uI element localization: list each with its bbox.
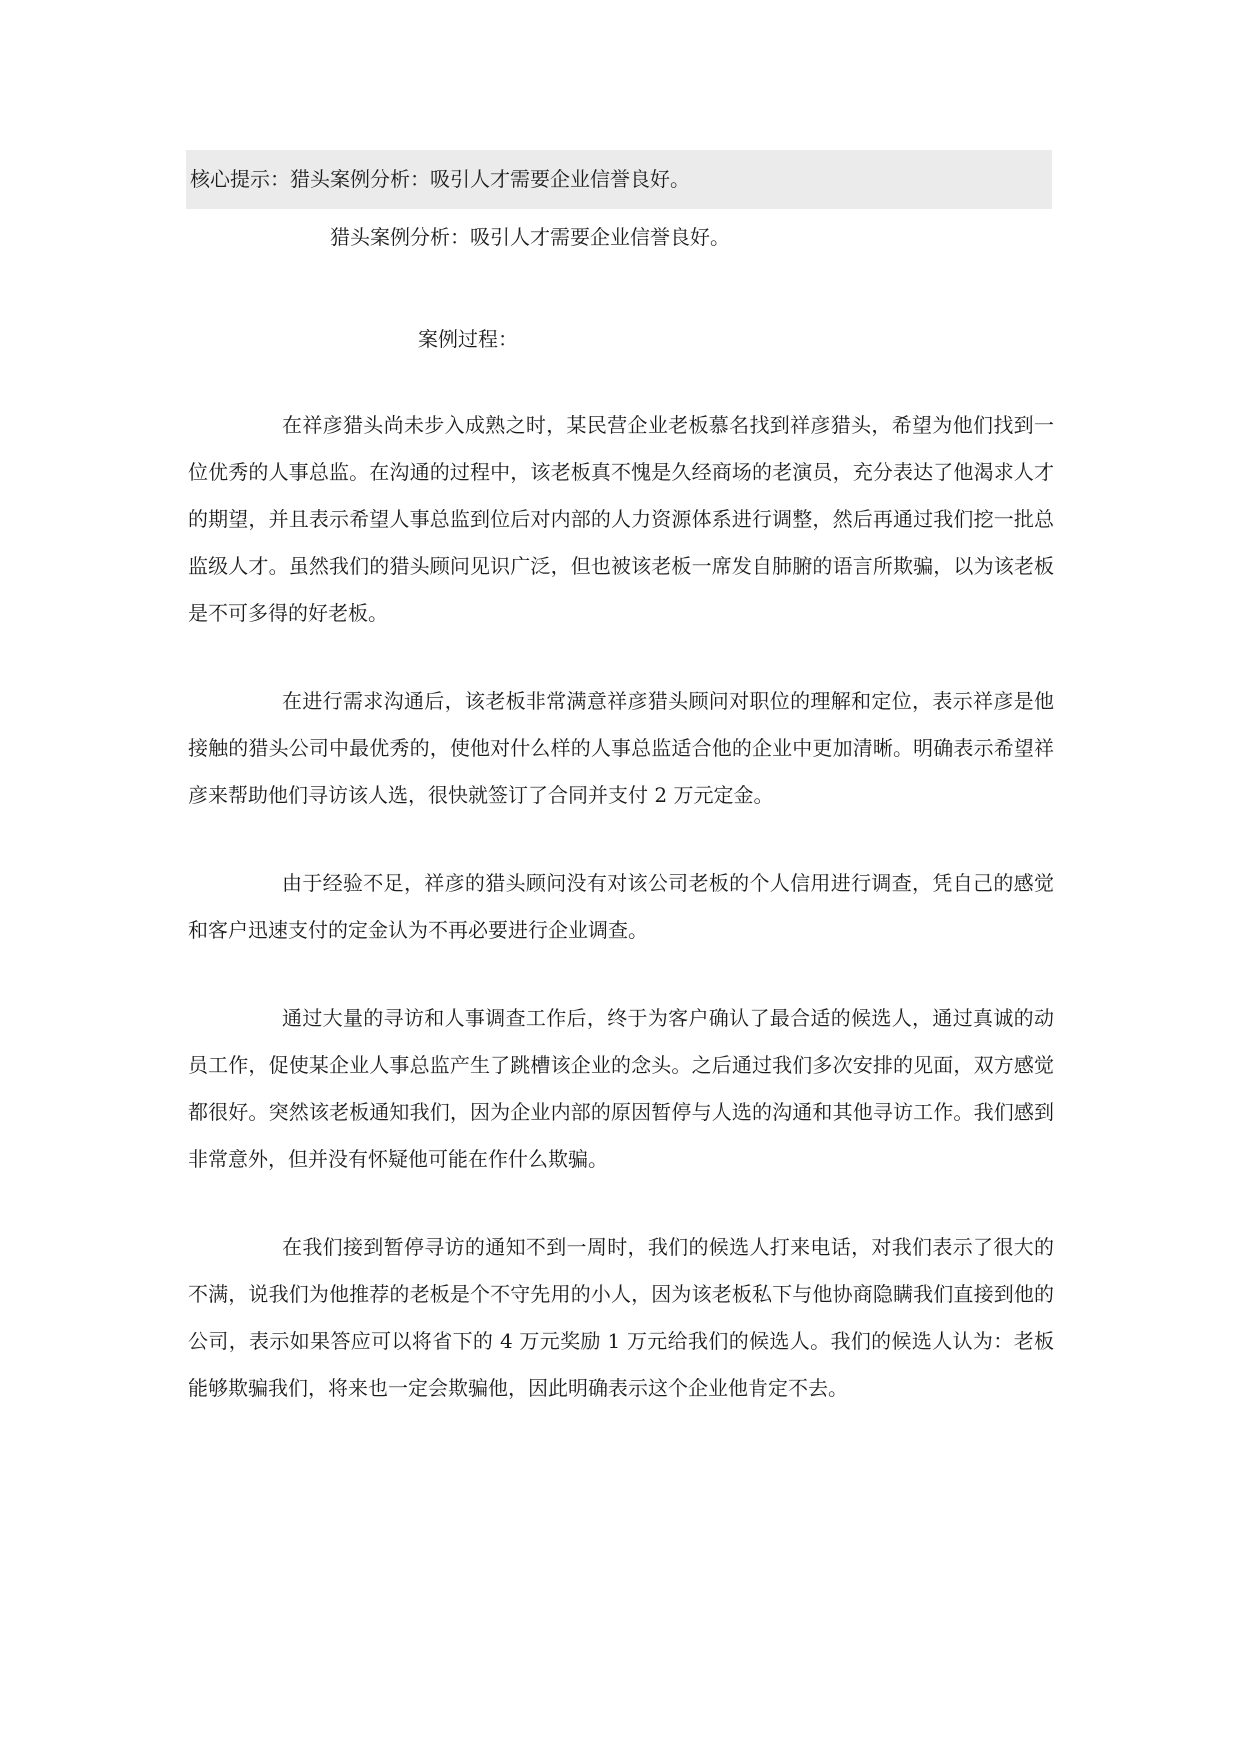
core-hint-text: 核心提示：猎头案例分析：吸引人才需要企业信誉良好。 bbox=[190, 167, 690, 191]
body-paragraph-1: 在祥彦猎头尚未步入成熟之时，某民营企业老板慕名找到祥彦猎头，希望为他们找到一位优秀的人事总监。在沟通的过程中，该老板真不愧是久经商场的老演员，充分表达了他渴求人才的期望，并且表示希望人事总监到位后对内部的人力资源体系进行调整，然后再通过我们挖一批总监级人才。虽然我们的猎头顾问见识广泛，但也被该老板一席发自肺腑的语言所欺骗，以为该老板是不可多得的好老板。 bbox=[188, 413, 1054, 625]
section-heading: 案例过程： bbox=[418, 327, 518, 351]
body-paragraph-4: 通过大量的寻访和人事调查工作后，终于为客户确认了最合适的候选人，通过真诚的动员工作，促使某企业人事总监产生了跳槽该企业的念头。之后通过我们多次安排的见面，双方感觉都很好。突然该老板通知我们，因为企业内部的原因暂停与人选的沟通和其他寻访工作。我们感到非常意外，但并没有怀疑他可能在作什么欺骗。 bbox=[188, 1006, 1054, 1171]
body-paragraph-2: 在进行需求沟通后，该老板非常满意祥彦猎头顾问对职位的理解和定位，表示祥彦是他接触的猎头公司中最优秀的，使他对什么样的人事总监适合他的企业中更加清晰。明确表示希望祥彦来帮助他们寻访该人选，很快就签订了合同并支付 2 万元定金。 bbox=[188, 689, 1054, 807]
document-subtitle: 猎头案例分析：吸引人才需要企业信誉良好。 bbox=[330, 225, 730, 249]
body-paragraph-3: 由于经验不足，祥彦的猎头顾问没有对该公司老板的个人信用进行调查，凭自己的感觉和客户迅速支付的定金认为不再必要进行企业调查。 bbox=[188, 871, 1054, 942]
document-body bbox=[188, 402, 1054, 1412]
body-paragraph-5: 在我们接到暂停寻访的通知不到一周时，我们的候选人打来电话，对我们表示了很大的不满，说我们为他推荐的老板是个不守先用的小人，因为该老板私下与他协商隐瞒我们直接到他的公司，表示如果答应可以将省下的 4 万元奖励 1 万元给我们的候选人。我们的候选人认为：老板能够欺骗我们，将来也一定会欺骗他，因此明确表示这个企业他肯定不去。 bbox=[188, 1235, 1054, 1400]
